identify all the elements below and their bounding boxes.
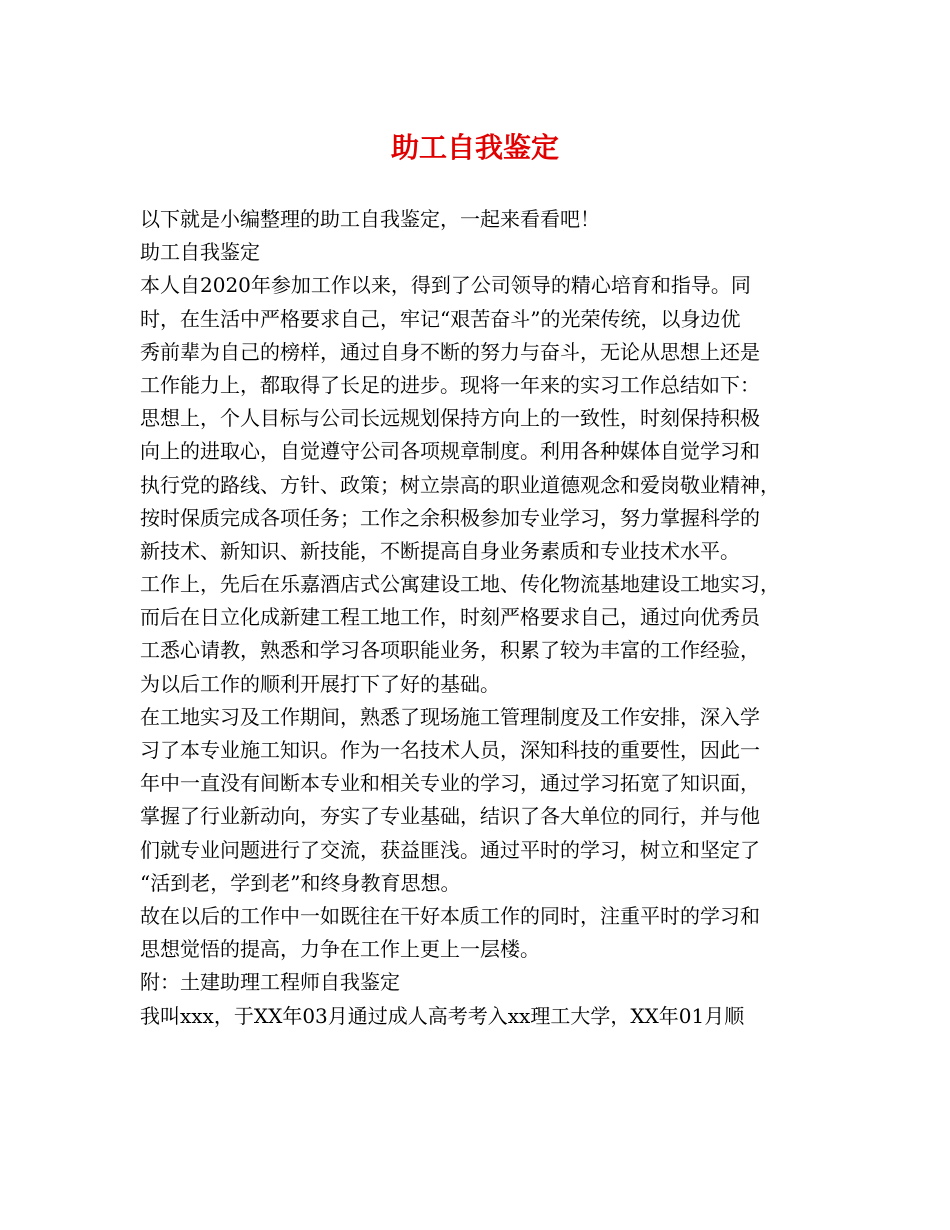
- text-line: 向上的进取心，自觉遵守公司各项规章制度。利用各种媒体自觉学习和: [140, 439, 760, 464]
- text-line: 习了本专业施工知识。作为一名技术人员，深知科技的重要性，因此一: [140, 738, 760, 762]
- text-line: 按时保质完成各项任务；工作之余积极参加专业学习，努力掌握科学的: [140, 505, 760, 530]
- text-line: 们就专业问题进行了交流，获益匪浅。通过平时的学习，树立和坚定了: [140, 837, 760, 862]
- text-line: 秀前辈为自己的榜样，通过自身不断的努力与奋斗，无论从思想上还是: [140, 339, 760, 364]
- text-line: 思想觉悟的提高，力争在工作上更上一层楼。: [140, 937, 540, 962]
- text-line: “活到老，学到老”和终身教育思想。: [140, 870, 461, 895]
- text-line: 时，在生活中严格要求自己，牢记“艰苦奋斗”的光荣传统，以身边优: [140, 306, 741, 331]
- text-line: 我叫xxx，于XX年03月通过成人高考考入xx理工大学，XX年01月顺: [140, 1003, 745, 1028]
- text-line: 附：土建助理工程师自我鉴定: [140, 970, 400, 995]
- text-line: 以下就是小编整理的助工自我鉴定，一起来看看吧！: [140, 207, 600, 231]
- text-line: 掌握了行业新动向，夯实了专业基础，结识了各大单位的同行，并与他: [140, 804, 760, 829]
- text-line: 为以后工作的顺利开展打下了好的基础。: [140, 671, 500, 696]
- text-line: 故在以后的工作中一如既往在干好本质工作的同时，注重平时的学习和: [140, 903, 760, 928]
- text-line: 工悉心请教，熟悉和学习各项职能业务，积累了较为丰富的工作经验，: [140, 638, 760, 663]
- document-body: [140, 203, 830, 1033]
- text-line: 思想上，个人目标与公司长远规划保持方向上的一致性，时刻保持积极: [140, 406, 760, 431]
- text-line: 工作上，先后在乐嘉酒店式公寓建设工地、传化物流基地建设工地实习，: [140, 572, 780, 597]
- document-title: 助工自我鉴定: [390, 131, 559, 164]
- text-line: 工作能力上，都取得了长足的进步。现将一年来的实习工作总结如下：: [140, 372, 760, 397]
- text-line: 新技术、新知识、新技能，不断提高自身业务素质和专业技术水平。: [140, 538, 740, 563]
- text-line: 而后在日立化成新建工程工地工作，时刻严格要求自己，通过向优秀员: [140, 605, 760, 630]
- text-line: 助工自我鉴定: [140, 240, 260, 265]
- text-line: 年中一直没有间断本专业和相关专业的学习，通过学习拓宽了知识面，: [140, 771, 760, 796]
- text-line: 在工地实习及工作期间，熟悉了现场施工管理制度及工作安排，深入学: [140, 704, 760, 729]
- text-line: 本人自2020年参加工作以来，得到了公司领导的精心培育和指导。同: [140, 273, 751, 298]
- text-line: 执行党的路线、方针、政策；树立崇高的职业道德观念和爱岗敬业精神，: [140, 472, 780, 497]
